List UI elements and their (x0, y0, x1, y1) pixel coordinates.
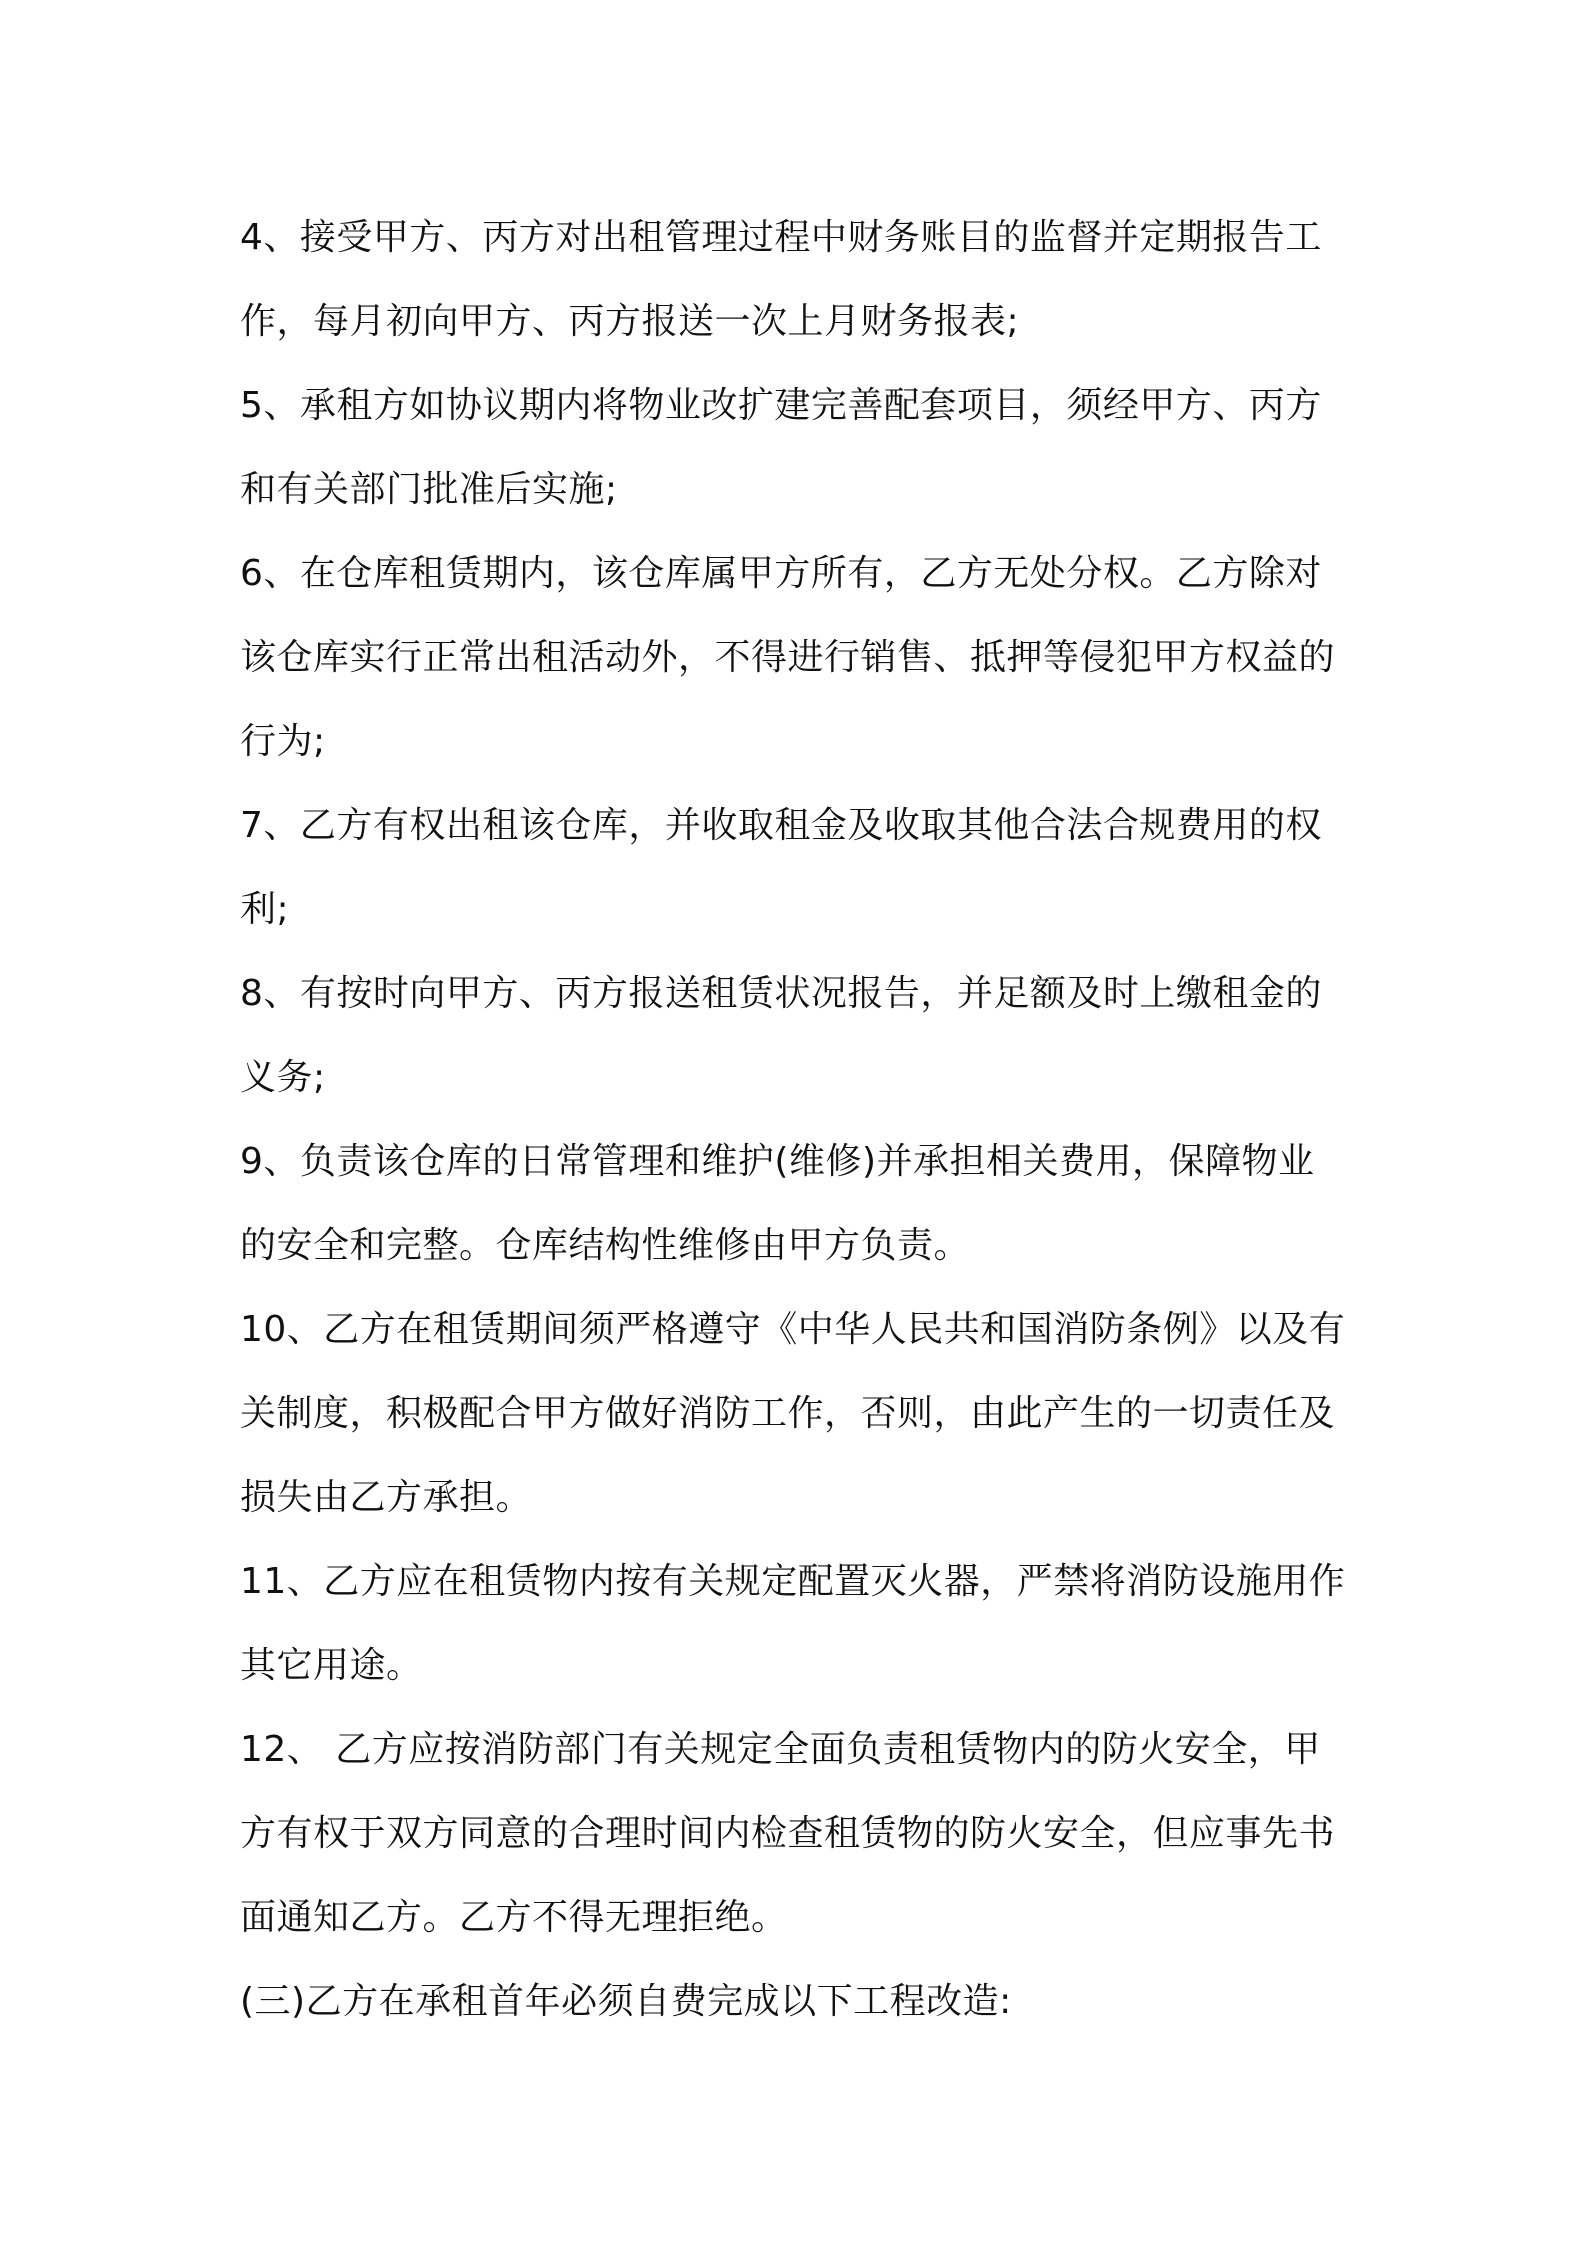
text-line: 利; (240, 889, 290, 930)
text-line: 8、有按时向甲方、丙方报送租赁状况报告，并足额及时上缴租金的 (240, 973, 1322, 1014)
text-line: 10、乙方在租赁期间须严格遵守《中华人民共和国消防条例》以及有 (240, 1309, 1346, 1350)
text-line: 9、负责该仓库的日常管理和维护(维修)并承担相关费用，保障物业 (240, 1141, 1315, 1182)
text-line: 4、接受甲方、丙方对出租管理过程中财务账目的监督并定期报告工 (240, 217, 1322, 258)
text-line: 该仓库实行正常出租活动外，不得进行销售、抵押等侵犯甲方权益的 (240, 637, 1336, 678)
text-line: 5、承租方如协议期内将物业改扩建完善配套项目，须经甲方、丙方 (240, 385, 1322, 426)
text-line: 的安全和完整。仓库结构性维修由甲方负责。 (240, 1225, 971, 1266)
text-line: 11、乙方应在租赁物内按有关规定配置灭火器，严禁将消防设施用作 (240, 1561, 1346, 1602)
text-line: 行为; (240, 721, 326, 762)
text-line: 作，每月初向甲方、丙方报送一次上月财务报表; (240, 301, 1020, 342)
text-line: 和有关部门批准后实施; (240, 469, 618, 510)
text-line: 面通知乙方。乙方不得无理拒绝。 (240, 1897, 788, 1938)
document-body (240, 196, 1358, 2044)
section-heading: (三)乙方在承租首年必须自费完成以下工程改造: (240, 1981, 1012, 2022)
text-line: 损失由乙方承担。 (240, 1477, 533, 1518)
text-line: 方有权于双方同意的合理时间内检查租赁物的防火安全，但应事先书 (240, 1813, 1336, 1854)
text-line: 义务; (240, 1057, 326, 1098)
text-line: 其它用途。 (240, 1645, 423, 1686)
text-line: 7、乙方有权出租该仓库，并收取租金及收取其他合法合规费用的权 (240, 805, 1322, 846)
text-line: 关制度，积极配合甲方做好消防工作，否则，由此产生的一切责任及 (240, 1393, 1336, 1434)
text-line: 12、 乙方应按消防部门有关规定全面负责租赁物内的防火安全，甲 (240, 1729, 1321, 1770)
text-line: 6、在仓库租赁期内，该仓库属甲方所有，乙方无处分权。乙方除对 (240, 553, 1322, 594)
